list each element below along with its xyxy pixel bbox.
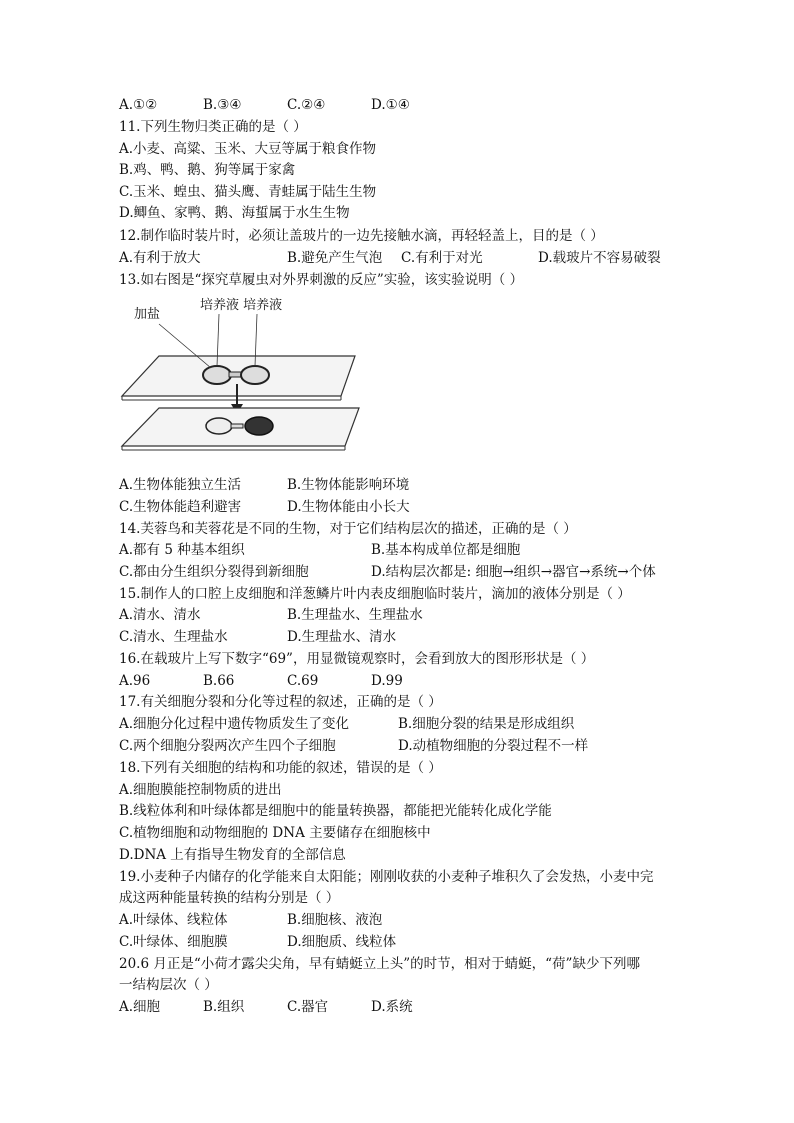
q12-option-b: B.避免产生气泡 [287,250,383,266]
q13-option-a: A.生物体能独立生活 [119,477,242,493]
q11-option-a: A.小麦、高粱、玉米、大豆等属于粮食作物 [119,141,377,157]
q18-option-d: D.DNA 上有指导生物发育的全部信息 [119,847,346,863]
q16-stem: 16.在载玻片上写下数字“69”，用显微镜观察时，会看到放大的图形形状是（ ） [119,651,595,667]
q17-option-d: D.动植物细胞的分裂过程不一样 [398,738,589,754]
q16-option-c: C.69 [287,673,319,689]
q17-stem: 17.有关细胞分裂和分化等过程的叙述，正确的是（ ） [119,694,442,710]
q15-option-b: B.生理盐水、生理盐水 [287,607,423,623]
q16-option-a: A.96 [119,673,151,689]
q15-option-c: C.清水、生理盐水 [119,629,228,645]
q10-option-c: C.②④ [287,97,326,113]
q11-stem: 11.下列生物归类正确的是（ ） [119,119,307,135]
q20-option-d: D.系统 [371,999,413,1015]
q13-option-b: B.生物体能影响环境 [287,477,410,493]
q19-stem-line1: 19.小麦种子内储存的化学能来自太阳能；刚刚收获的小麦种子堆积久了会发热，小麦中完 [119,869,654,885]
q11-option-c: C.玉米、蝗虫、猫头鹰、青蛙属于陆生生物 [119,184,377,200]
q13-stem: 13.如右图是“探究草履虫对外界刺激的反应”实验，该实验说明（ ） [119,272,524,288]
q20-option-c: C.器官 [287,999,329,1015]
q12-stem: 12.制作临时装片时，必须让盖玻片的一边先接触水滴，再轻轻盖上，目的是（ ） [119,228,604,244]
q18-option-c: C.植物细胞和动物细胞的 DNA 主要储存在细胞核中 [119,825,431,841]
q10-option-d: D.①④ [371,97,410,113]
q20-stem-line1: 20.6 月正是“小荷才露尖尖角，早有蜻蜓立上头”的时节，相对于蜻蜓，“荷”缺少下列哪 [119,956,640,972]
q10-option-a: A.①② [119,97,158,113]
q14-option-a: A.都有 5 种基本组织 [119,542,245,558]
q10-option-b: B.③④ [203,97,242,113]
q19-stem-line2: 成这两种能量转换的结构分别是（ ） [119,890,340,906]
q17-option-b: B.细胞分裂的结果是形成组织 [398,716,575,732]
q11-option-d: D.鲫鱼、家鸭、鹅、海蜇属于水生生物 [119,205,350,221]
q14-option-d: D.结构层次都是: 细胞→组织→器官→系统→个体 [371,564,656,580]
q20-stem-line2: 一结构层次（ ） [119,977,218,993]
q14-option-c: C.都由分生组织分裂得到新细胞 [119,564,309,580]
q14-option-b: B.基本构成单位都是细胞 [371,542,521,558]
q18-stem: 18.下列有关细胞的结构和功能的叙述，错误的是（ ） [119,760,442,776]
q19-option-d: D.细胞质、线粒体 [287,934,397,950]
q19-option-c: C.叶绿体、细胞膜 [119,934,228,950]
q14-stem: 14.芙蓉鸟和芙蓉花是不同的生物，对于它们结构层次的描述，正确的是（ ） [119,521,577,537]
q15-option-a: A.清水、清水 [119,607,201,623]
q17-option-a: A.细胞分化过程中遗传物质发生了变化 [119,716,350,732]
q20-option-a: A.细胞 [119,999,161,1015]
q17-option-c: C.两个细胞分裂两次产生四个子细胞 [119,738,336,754]
q13-option-d: D.生物体能由小长大 [287,499,410,515]
q19-option-a: A.叶绿体、线粒体 [119,912,228,928]
q11-option-b: B.鸡、鸭、鹅、狗等属于家禽 [119,162,296,178]
q15-stem: 15.制作人的口腔上皮细胞和洋葱鳞片叶内表皮细胞临时装片，滴加的液体分别是（ ） [119,586,631,602]
q16-option-d: D.99 [371,673,403,689]
fig-label-culture: 培养液 培养液 [200,298,283,313]
q20-option-b: B.组织 [203,999,245,1015]
q19-option-b: B.细胞核、液泡 [287,912,383,928]
q12-option-a: A.有利于放大 [119,250,201,266]
q16-option-b: B.66 [203,673,235,689]
q13-option-c: C.生物体能趋利避害 [119,499,242,515]
q12-option-d: D.载玻片不容易破裂 [538,250,661,266]
q12-option-c: C.有利于对光 [401,250,483,266]
q18-option-b: B.线粒体利和叶绿体都是细胞中的能量转换器，都能把光能转化成化学能 [119,803,552,819]
q18-option-a: A.细胞膜能控制物质的进出 [119,782,282,798]
fig-label-salt: 加盐 [134,307,161,322]
q15-option-d: D.生理盐水、清水 [287,629,397,645]
